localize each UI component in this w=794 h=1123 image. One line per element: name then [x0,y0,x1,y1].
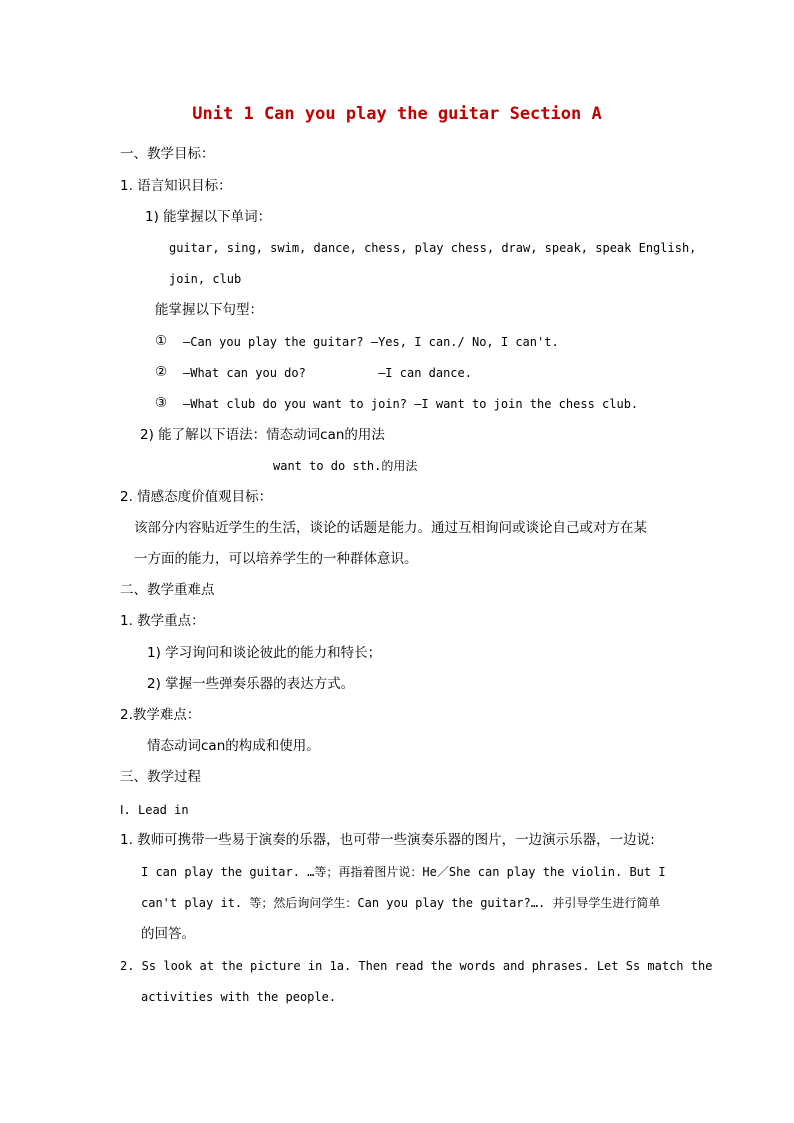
section-3-heading: 三、教学过程 [120,769,201,785]
vocab-heading: 1) 能掌握以下单词： [145,209,272,225]
pattern-3-number: ③ [155,395,168,411]
objective-2-text-line-1: 该部分内容贴近学生的生活，谈论的话题是能力。通过互相询问或谈论自己或对方在某 [134,520,647,536]
pattern-2-text: —What can you do? —I can dance. [183,366,472,380]
section-2-heading: 二、教学重难点 [120,582,215,598]
grammar-second-item: want to do sth.的用法 [273,459,418,473]
key-point-2: 2) 掌握一些弹奏乐器的表达方式。 [147,676,355,692]
key-point-1: 1) 学习询问和谈论彼此的能力和特长； [147,645,382,661]
vocab-list-line-1: guitar, sing, swim, dance, chess, play chess, draw, speak, speak English, [169,241,697,255]
document-title: Unit 1 Can you play the guitar Section A [192,104,602,124]
pattern-1-number: ① [155,333,168,349]
section-1-heading: 一、教学目标： [120,146,215,162]
objective-2-heading: 2. 情感态度价值观目标： [120,489,273,505]
step-2-line-2: activities with the people. [141,990,337,1004]
objective-1-heading: 1. 语言知识目标： [120,178,232,194]
step-1-line-1: 1. 教师可携带一些易于演奏的乐器，也可带一些演奏乐器的图片，一边演示乐器，一边说: [120,832,655,848]
step-1-line-4: 的回答。 [141,926,195,942]
lead-in-heading: Ⅰ. Lead in [120,803,189,817]
pattern-3-text: —What club do you want to join? —I want to join the chess club. [183,397,639,411]
difficulty-text: 情态动词can的构成和使用。 [147,738,320,754]
difficulty-heading: 2.教学难点： [120,707,201,723]
objective-2-text-line-2: 一方面的能力，可以培养学生的一种群体意识。 [134,551,418,567]
sentence-patterns-heading: 能掌握以下句型： [155,302,263,318]
key-points-heading: 1. 教学重点： [120,613,205,629]
pattern-1-text: —Can you play the guitar? —Yes, I can./ No, I can't. [183,335,559,349]
step-1-line-2: I can play the guitar. …等；再指着图片说：He／She can play the violin. But I [141,865,666,879]
step-2-line-1: 2. Ss look at the picture in 1a. Then read the words and phrases. Let Ss match the [120,959,713,973]
pattern-2-number: ② [155,364,168,380]
step-1-line-3: can't play it. 等；然后询问学生：Can you play the guitar?…. 并引导学生进行简单 [141,896,661,910]
vocab-list-line-2: join, club [169,272,242,286]
grammar-heading: 2) 能了解以下语法：情态动词can的用法 [140,427,385,443]
